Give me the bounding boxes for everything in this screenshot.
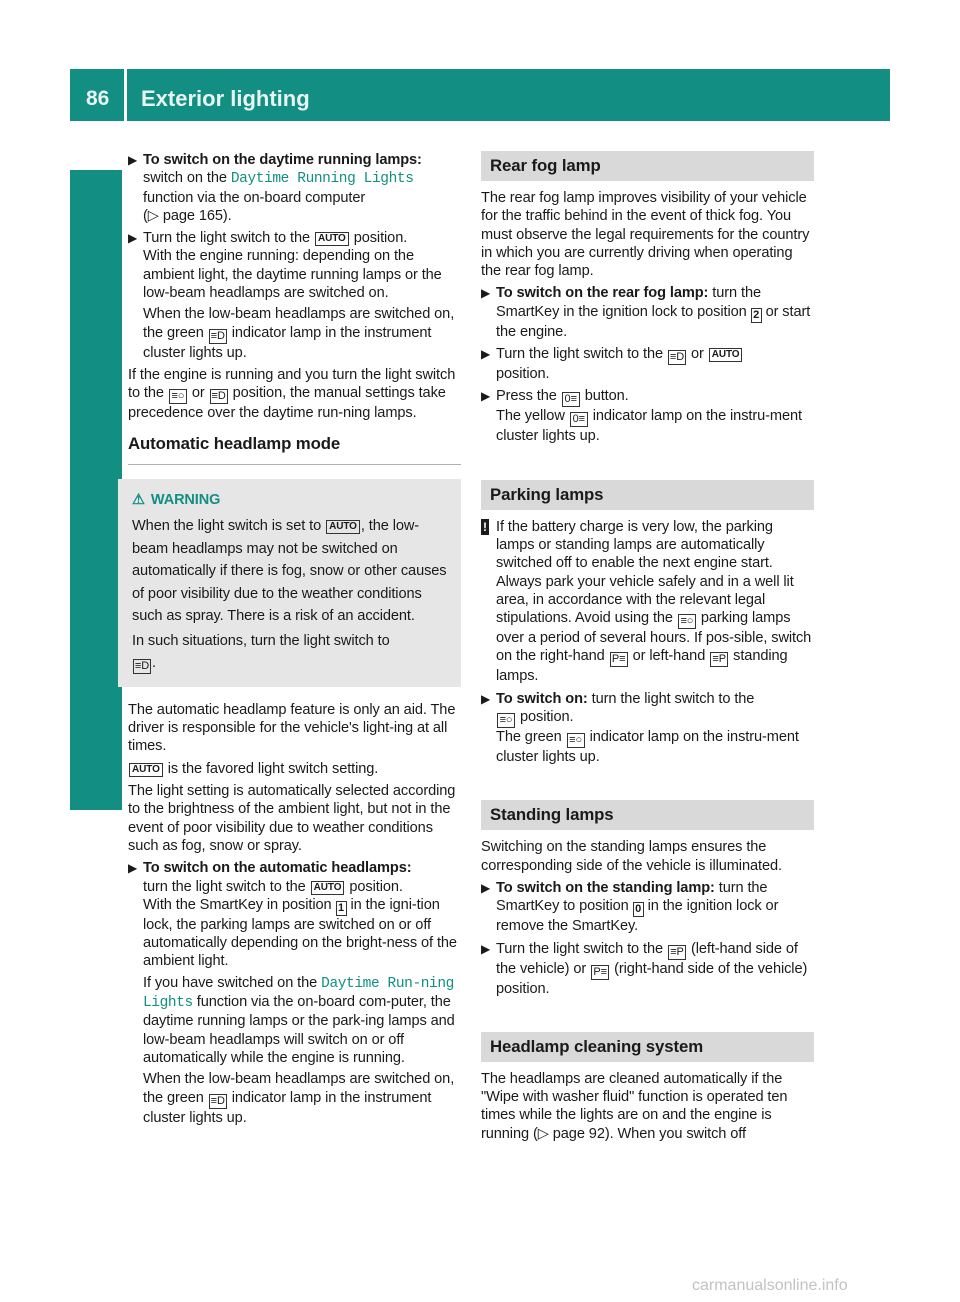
low-beam-icon: ≡D <box>210 329 225 342</box>
right-standing-lamp-icon: P≡ <box>591 965 609 980</box>
warning-title <box>132 489 453 512</box>
low-beam-icon: ≡D <box>134 660 150 673</box>
step-standing-switch <box>481 940 814 998</box>
parking-lamp-icon: ≡○ <box>678 614 696 629</box>
para-text: position, the manual settings take precedence over the daytime run-ning lamps. <box>128 385 446 422</box>
paragraph: The light setting is automatically selected according to the brightness of the ambient light, but not in the event of poor visibility due to weather conditions such as fog, snow or spray. <box>128 783 456 854</box>
warning-text-part: . <box>152 655 156 672</box>
warning-box <box>118 479 461 687</box>
step-text: Turn the light switch to the <box>496 346 664 363</box>
auto-symbol-icon: AUTO <box>129 763 163 777</box>
key-position-badge: 1 <box>336 901 347 916</box>
left-standing-lamp-icon: ≡P <box>710 652 728 667</box>
step-text: When the low-beam headlamps are switched on, the green <box>143 1071 455 1106</box>
warning-text-part: In such situations, turn the light switch to <box>132 632 390 649</box>
step-text: With the SmartKey in position <box>143 896 332 913</box>
rear-fog-lamp-icon: 0≡ <box>562 392 580 407</box>
parking-lamp-icon: ≡○ <box>497 713 515 728</box>
chapter-label: Lights and windshield wipers <box>82 513 105 806</box>
step-text: When the low-beam headlamps are switched on, the green <box>143 306 455 341</box>
key-position-badge: 2 <box>751 308 762 323</box>
step-text <box>143 305 461 362</box>
step-arrow-icon: ▶ <box>481 941 491 956</box>
step-title: To switch on the automatic headlamps: <box>143 860 412 877</box>
right-standing-lamp-icon: P≡ <box>610 652 628 667</box>
left-column <box>128 151 461 1131</box>
warning-triangle-icon: ⚠ <box>132 491 145 508</box>
step-parking-on <box>481 690 814 767</box>
page-number: 86 <box>86 87 110 110</box>
low-beam-icon: ≡D <box>211 390 226 403</box>
parking-lamp-icon: ≡○ <box>169 389 187 404</box>
right-column <box>481 151 814 1147</box>
paragraph <box>128 366 461 423</box>
note-text: parking lamps over a period of several hours. If pos-sible, switch on the right-hand <box>496 610 812 665</box>
step-text: turn the SmartKey in the ignition lock to position <box>496 285 761 320</box>
section-rear-fog-lamp: Rear fog lamp <box>481 151 814 181</box>
step-light-switch-auto <box>128 229 461 362</box>
auto-symbol-icon: AUTO <box>311 881 345 895</box>
step-text: indicator lamp on the instru-ment cluster lights up. <box>496 408 802 445</box>
step-arrow-icon: ▶ <box>481 389 491 404</box>
step-text: The yellow <box>496 408 565 425</box>
step-text: turn the light switch to the <box>591 690 755 707</box>
low-beam-icon: ≡D <box>669 351 685 364</box>
step-title: To switch on: <box>496 690 588 707</box>
paragraph: Switching on the standing lamps ensures the corresponding side of the vehicle is illuminated. <box>481 839 782 874</box>
auto-symbol-icon: AUTO <box>315 232 349 246</box>
step-text: position. <box>496 366 550 383</box>
section-headlamp-cleaning: Headlamp cleaning system <box>481 1032 814 1062</box>
spacer <box>481 1002 814 1032</box>
note-exclamation-icon: ! <box>481 519 489 535</box>
note-text: or left-hand <box>632 648 706 665</box>
warning-text-part: , the low-beam headlamps may not be switched on automatically if there is fog, snow or other causes of poor visibility due to the weather conditions such as spray. There is a risk of an accident. <box>132 518 447 625</box>
step-text <box>143 896 461 971</box>
step-text: function via the on-board computer <box>143 189 366 206</box>
step-text <box>143 1070 461 1127</box>
step-text: position. <box>349 878 403 895</box>
step-arrow-icon: ▶ <box>481 691 491 706</box>
step-text: indicator lamp on the instru-ment cluster lights up. <box>496 729 799 766</box>
step-text: turn the SmartKey to position <box>496 879 768 915</box>
para-text: is the favored light switch setting. <box>167 760 379 777</box>
step-arrow-icon: ▶ <box>481 286 491 301</box>
step-text: switch on the <box>143 170 227 187</box>
step-title: To switch on the standing lamp: <box>496 879 715 896</box>
step-rear-fog-on <box>481 284 814 341</box>
warning-text <box>132 515 453 628</box>
step-daytime-lamps <box>128 151 461 225</box>
page-title: Exterior lighting <box>141 86 310 111</box>
step-text: With the engine running: depending on the ambient light, the daytime running lamps or the low-beam headlamps are switched on. <box>143 248 442 302</box>
step-text: in the igni-tion lock, the parking lamps are switched on or off automatically depending on the bright-ness of the ambient light. <box>143 896 457 970</box>
step-text: or <box>690 346 704 363</box>
step-text: indicator lamp in the instrument cluster lights up. <box>143 1089 432 1126</box>
subheading-automatic-headlamp: Automatic headlamp mode <box>128 435 461 465</box>
step-text: (right-hand side of the vehicle) position. <box>496 960 808 997</box>
auto-symbol-icon: AUTO <box>326 520 360 534</box>
step-arrow-icon: ▶ <box>128 231 138 246</box>
paragraph: The automatic headlamp feature is only an aid. The driver is responsible for the vehicle's light-ing at all times. <box>128 701 456 755</box>
step-text: in the ignition lock or remove the SmartKey. <box>496 898 779 935</box>
left-standing-lamp-icon: ≡P <box>668 945 686 960</box>
menu-item-daytime-running-lights: Daytime Run-ning Lights <box>143 975 454 1012</box>
step-text: The green <box>496 729 562 746</box>
note-text: If the battery charge is very low, the parking lamps or standing lamps are automatically switched off to enable the next engine start. Always park your vehicle safely and in a well lit area, in accordance with the relevant legal stipulations. Avoid using the <box>496 518 794 627</box>
step-text: turn the light switch to the <box>143 878 306 895</box>
step-automatic-headlamps <box>128 859 461 1127</box>
low-beam-icon: ≡D <box>210 1094 225 1107</box>
step-text: position. <box>353 230 408 247</box>
step-text: position. <box>519 709 574 726</box>
step-arrow-icon: ▶ <box>128 153 138 167</box>
section-parking-lamps: Parking lamps <box>481 480 814 510</box>
step-text: (left-hand side of the vehicle) or <box>496 940 798 977</box>
step-title: To switch on the daytime running lamps: <box>143 152 422 168</box>
rear-fog-lamp-icon: 0≡ <box>570 412 588 427</box>
page-reference: (▷ page 165). <box>143 207 232 224</box>
step-text: Turn the light switch to the <box>496 940 664 957</box>
section-standing-lamps: Standing lamps <box>481 800 814 830</box>
spacer <box>481 450 814 480</box>
paragraph: The headlamps are cleaned automatically if the "Wipe with washer fluid" function is operated ten times while the lights are on and the engine is running (▷ page 92). When you switch off <box>481 1070 788 1142</box>
paragraph: The rear fog lamp improves visibility of your vehicle for the traffic behind in the event of thick fog. You must observe the legal requirements for the country in which you are currently driving when operating the rear fog lamp. <box>481 190 810 280</box>
para-text: or <box>191 385 205 402</box>
step-arrow-icon: ▶ <box>481 347 491 362</box>
warning-text <box>132 630 453 675</box>
step-text: or start the engine. <box>496 303 811 340</box>
step-text: Press the <box>496 388 557 405</box>
note-battery <box>481 518 814 686</box>
warning-text-part: When the light switch is set to <box>132 518 322 535</box>
step-text: indicator lamp in the instrument cluster lights up. <box>143 324 432 361</box>
step-text: If you have switched on the <box>143 974 318 991</box>
spacer <box>481 770 814 800</box>
note-text: standing lamps. <box>496 648 788 685</box>
step-title: To switch on the rear fog lamp: <box>496 285 709 302</box>
key-position-badge: 0 <box>633 902 644 917</box>
parking-lamp-icon: ≡○ <box>567 733 585 748</box>
watermark: carmanualsonline.info <box>692 1277 848 1294</box>
menu-item-daytime-running-lights: Daytime Running Lights <box>230 171 414 188</box>
step-text <box>143 974 461 1067</box>
para-text: If the engine is running and you turn the light switch to the <box>128 366 456 402</box>
step-arrow-icon: ▶ <box>481 880 491 895</box>
step-standing-on <box>481 879 814 936</box>
step-rear-fog-switch <box>481 345 814 383</box>
step-text: function via the on-board com-puter, the daytime running lamps or the park-ing lamps and low-beam headlamps will switch on or off automatically while the engine is running. <box>143 994 455 1066</box>
auto-symbol-icon: AUTO <box>709 348 743 362</box>
warning-title-text: WARNING <box>150 491 221 508</box>
step-text: button. <box>584 388 629 405</box>
step-arrow-icon: ▶ <box>128 861 138 876</box>
step-rear-fog-press <box>481 387 814 445</box>
header-divider <box>124 69 127 121</box>
paragraph <box>128 760 461 778</box>
step-text: Turn the light switch to the <box>143 230 311 247</box>
